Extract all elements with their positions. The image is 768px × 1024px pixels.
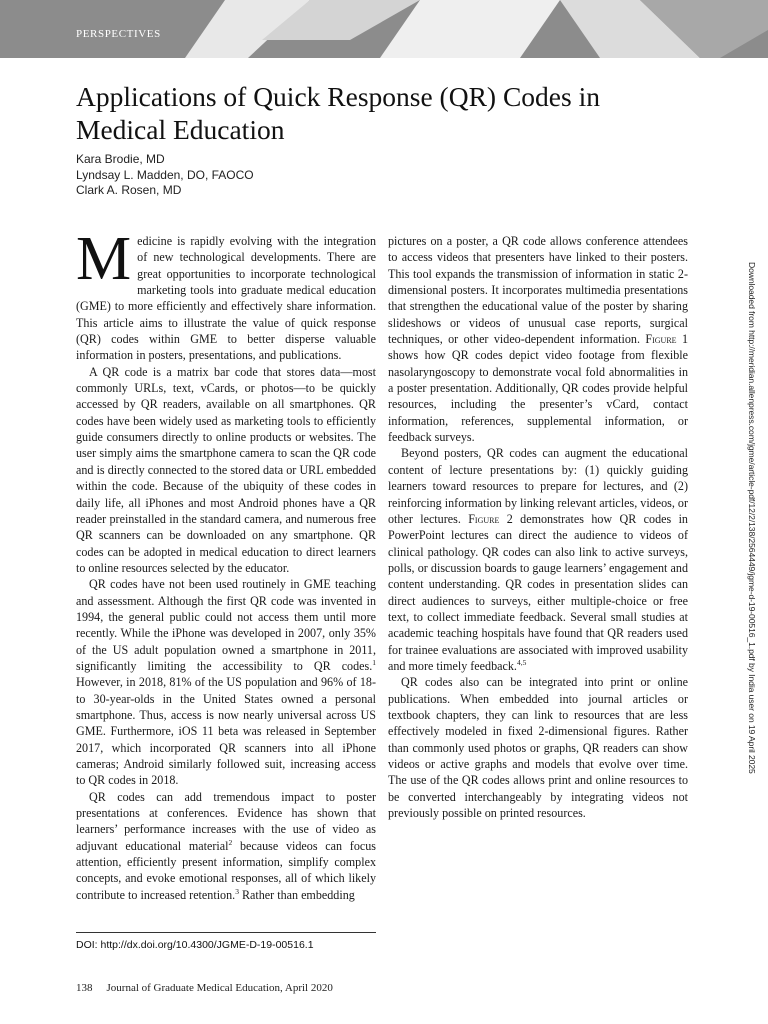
author-name: Clark A. Rosen, MD bbox=[76, 183, 182, 197]
paragraph: QR codes also can be integrated into print or online publications. When embedded into journal articles or textbook chapters, they can link to resources that are less effectively modeled in fixed 2-dimensional figures. Rather than commonly used photos or graphs, QR readers can show videos or active graphs and models that evolve over time. The use of the QR codes allows print and online resources to be converted interchangeably by integrating videos not previously possible on printed resources. bbox=[388, 675, 688, 821]
download-watermark: Downloaded from http://meridian.allenpress.com/jgme/article-pdf/12/2/138/2564449/jgme-d-19-00516_1.pdf by India user on 19 April 2025 bbox=[747, 262, 757, 774]
paragraph-intro: Medicine is rapidly evolving with the integration of new technological developments. There are great opportunities to incorporate technological marketing tools into graduate medical education (GME) to more efficiently and effectively share information. This article aims to illustrate the value of quick response (QR) codes within GME to better disperse valuable information in posters, presentations, and publications. bbox=[76, 225, 376, 363]
article-title: Applications of Quick Response (QR) Codes in Medical Education bbox=[76, 81, 600, 145]
section-label: PERSPECTIVES bbox=[76, 28, 161, 40]
paragraph-continued: pictures on a poster, a QR code allows conference attendees to access videos that presenters have linked to their posters. This tool expands the transmission of information in static 2-dimensional posters. It incorporates multimedia presentations that strengthen the educational value of the poster by sharing slideshows or videos of unusual case reports, surgical techniques, or other video-dependent information. Figure 1 shows how QR codes depict video footage from flexible nasolaryngoscopy to demonstrate vocal fold abnormalities in a poster presentation. Additionally, QR codes provide helpful resources, including the presenter’s vCard, contact information, references, supplemental information, or feedback surveys. bbox=[388, 234, 688, 445]
page-footer bbox=[76, 982, 333, 994]
paragraph: Beyond posters, QR codes can augment the educational content of lecture presentations by: (1) quickly guiding learners toward resources to prepare for lectures, and (2) reinforcing information by linking relevant articles, videos, or other lectures. Figure 2 demonstrates how QR codes in PowerPoint lectures can direct the audience to videos of clinical pathology. QR codes can also link to active surveys, polls, or discussion boards to gauge learners’ engagement and content understanding. QR codes in presentation slides can direct audiences to surveys, either multiple-choice or free text, to collect immediate feedback. Several small studies at academic teaching hospitals have found that QR readers used for trainee evaluations are associated with improved usability and more timely feedback.$^{4,5}$ bbox=[388, 446, 688, 673]
header-banner bbox=[0, 0, 768, 58]
citation-ref: 3 bbox=[235, 886, 239, 896]
doi-link[interactable]: DOI: http://dx.doi.org/10.4300/JGME-D-19-00516.1 bbox=[76, 939, 314, 951]
page-number: 138 bbox=[76, 982, 93, 994]
doi-divider bbox=[76, 932, 376, 933]
figure-ref: Figure bbox=[645, 332, 677, 347]
citation-ref: 1 bbox=[372, 657, 376, 667]
body-column-right bbox=[388, 233, 688, 821]
drop-cap: M bbox=[76, 225, 132, 293]
citation-ref: 2 bbox=[228, 837, 233, 847]
paragraph: QR codes can add tremendous impact to poster presentations at conferences. Evidence has shown that learners’ performance increases with the use of video as adjuvant educational material$^2$ because videos can focus attention, efficiently present information, simplify complex concepts, and evoke emotional responses, all of which likely contribute to increased retention.$^3$ Rather than embedding bbox=[76, 789, 377, 902]
journal-citation: Journal of Graduate Medical Education, April 2020 bbox=[106, 982, 333, 994]
citation-ref: 4,5 bbox=[516, 657, 527, 667]
figure-ref: Figure bbox=[468, 511, 500, 526]
paragraph: A QR code is a matrix bar code that stores data—most commonly URLs, text, vCards, or photos—to be quickly accessed by QR readers, available on all smartphones. QR codes have been widely used as marketing tools to efficiently guide consumers directly to online products or websites. The user simply aims the smartphone camera to scan the QR code and is directly connected to the stored data or URL embedded within the code. Because of the ubiquity of these codes in daily life, all iPhones and most Android phones have a QR reader preinstalled in the standard camera, and numerous free QR scanners can be downloaded on any smartphone. QR codes can be adopted in medical education to direct learners to online resources selected by the educator. bbox=[76, 364, 376, 575]
author-name: Lyndsay L. Madden, DO, FAOCO bbox=[76, 167, 254, 182]
body-column-left bbox=[76, 225, 377, 903]
paragraph: QR codes have not been used routinely in GME teaching and assessment. Although the first QR code was invented in 1994, the general public could not access them until more recently. While the iPhone was developed in 2007, only 35% of the US adult population owned a smartphone in 2011, significantly limiting the accessibility to QR codes.$^1$ However, in 2018, 81% of the US population and 96% of 18- to 30-year-olds in the United States owned a personal smartphone. Thus, access is now nearly universal across US GME. Furthermore, iOS 11 beta was released in September 2017, which incorporated QR scanners into all iPhone cameras; Android similarly followed suit, increasing access to QR codes in 2018. bbox=[76, 577, 376, 788]
author-list bbox=[76, 152, 254, 199]
author-name: Kara Brodie, MD bbox=[76, 152, 165, 166]
